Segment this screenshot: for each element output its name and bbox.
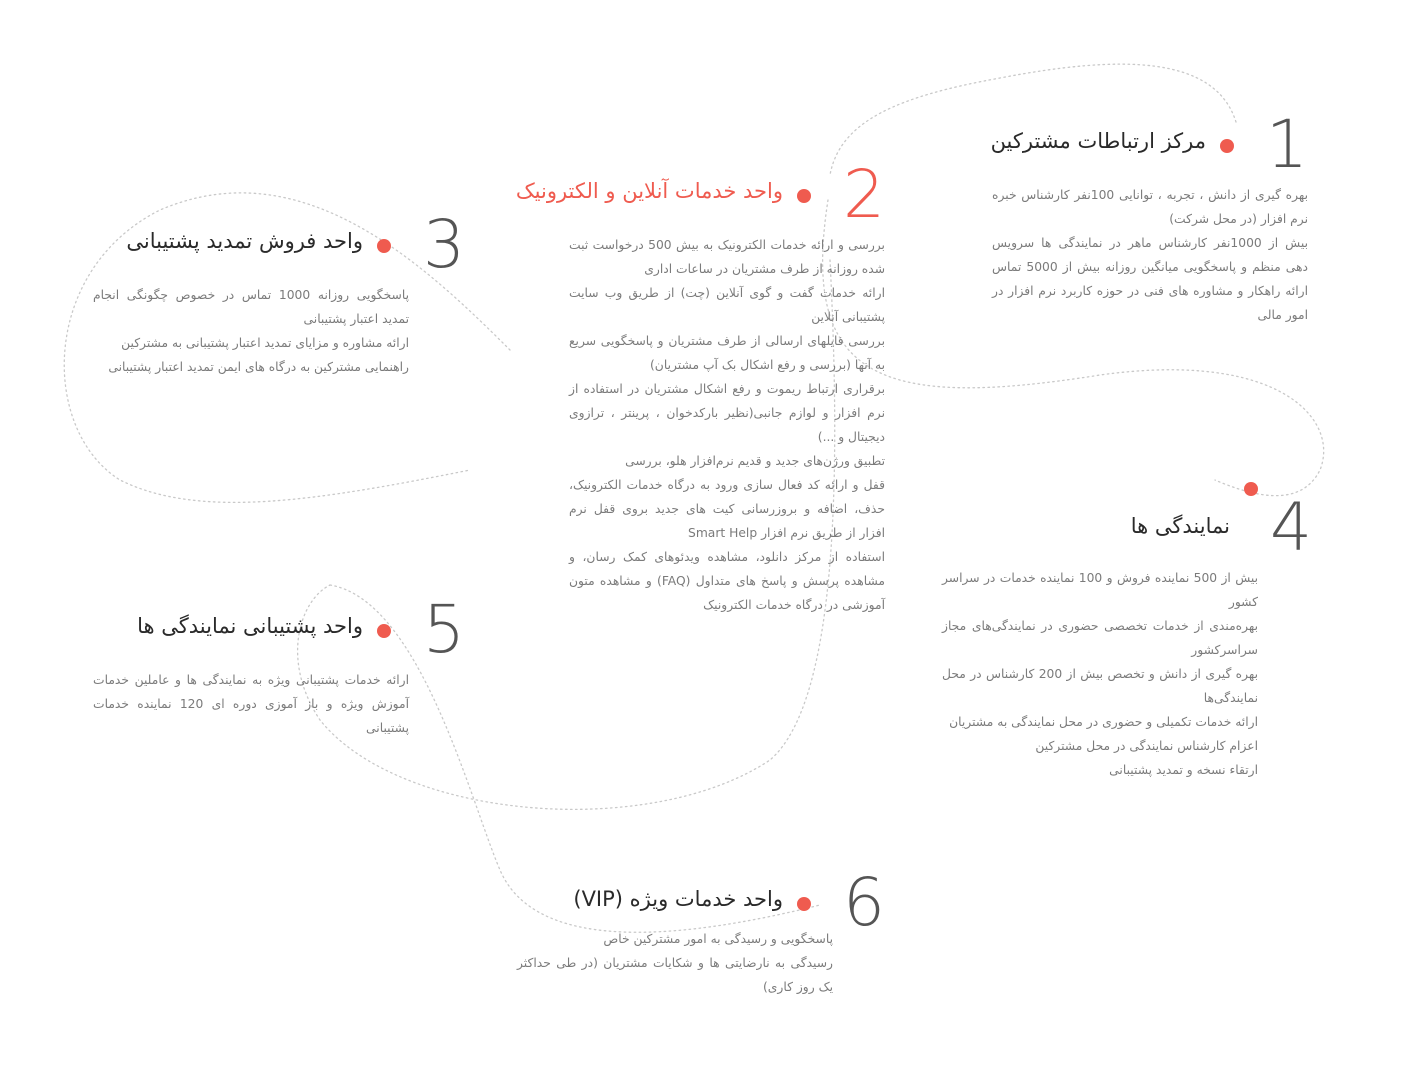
bullet-dot-icon — [1220, 139, 1234, 153]
section-title: مرکز ارتباطات مشترکین — [990, 129, 1206, 153]
section-header — [942, 489, 1312, 566]
section-body — [992, 183, 1308, 327]
section-title: واحد خدمات ویژه (VIP) — [573, 887, 783, 911]
section-5 — [93, 591, 465, 740]
body-line: بیش از 500 نماینده فروش و 100 نماینده خدمات در سراسر کشور — [942, 571, 1259, 609]
body-line: تطبیق ورژن‌های جدید و قدیم نرم‌افزار هلو، بررسی — [625, 454, 885, 468]
bullet-dot-icon — [797, 189, 811, 203]
body-line: قفل و ارائه کد فعال سازی ورود به درگاه خدمات الکترونیک، حذف، اضافه و بروزرسانی کیت های جدید بروی قفل نرم افزار از طریق نرم افزار Smart Help — [569, 478, 885, 540]
section-body — [569, 233, 885, 617]
section-number: 4 — [1270, 489, 1312, 566]
body-line: پاسخگویی روزانه 1000 تماس در خصوص چگونگی انجام تمدید اعتبار پشتیبانی — [93, 288, 409, 326]
body-line: بیش از 1000نفر کارشناس ماهر در نمایندگی ها سرویس دهی منظم و پاسخگویی میانگین روزانه بیش از 5000 تماس ارائه راهکار و مشاوره های فنی در حوزه کاربرد نرم افزار در امور مالی — [992, 236, 1308, 322]
body-line: ارائه خدمات پشتیبانی ویژه به نمایندگی ها و عاملین خدمات آموزش ویژه و باز آموزی دوره ای 120 نماینده خدمات پشتیبانی — [93, 673, 409, 735]
body-line: برقراری ارتباط ریموت و رفع اشکال مشتریان در استفاده از نرم افزار و لوازم جانبی(نظیر بارکدخوان ، پرینتر ، ترازوی دیجیتال و ...) — [569, 382, 885, 444]
body-line: ارائه خدمات تکمیلی و حضوری در محل نمایندگی به مشتریان — [949, 715, 1258, 729]
section-header — [942, 106, 1308, 183]
body-line: بررسی فایلهای ارسالی از طرف مشتریان و پاسخگویی سریع به آنها (بررسی و رفع اشکال بک آپ مشتریان) — [569, 334, 885, 372]
body-line: راهنمایی مشترکین به درگاه های ایمن تمدید اعتبار پشتیبانی — [108, 360, 409, 374]
section-header — [93, 591, 465, 668]
body-line: ارتقاء نسخه و تمدید پشتیبانی — [1109, 763, 1258, 777]
section-body — [942, 566, 1258, 782]
section-3 — [93, 206, 465, 379]
body-line: بهره گیری از دانش ، تجربه ، توانایی 100نفر کارشناس خبره نرم افزار (در محل شرکت) — [992, 188, 1308, 226]
section-body — [93, 668, 409, 740]
section-number: 1 — [1266, 106, 1308, 183]
section-6 — [517, 864, 885, 999]
section-title: واحد خدمات آنلاین و الکترونیک — [515, 179, 783, 203]
section-number: 6 — [843, 864, 885, 941]
body-line: ارائه مشاوره و مزایای تمدید اعتبار پشتیبانی به مشترکین — [121, 336, 409, 350]
section-title: واحد فروش تمدید پشتیبانی — [126, 229, 363, 253]
section-1 — [942, 106, 1308, 327]
section-2 — [515, 156, 885, 617]
section-number: 5 — [423, 591, 465, 668]
section-title: نمایندگی ها — [1130, 514, 1230, 538]
bullet-dot-icon — [797, 897, 811, 911]
bullet-dot-icon — [1244, 482, 1258, 496]
body-line: بهره‌مندی از خدمات تخصصی حضوری در نمایندگی‌های مجاز سراسرکشور — [942, 619, 1258, 657]
body-line: بهره گیری از دانش و تخصص بیش از 200 کارشناس در محل نمایندگی‌ها — [942, 667, 1258, 705]
body-line: اعزام کارشناس نمایندگی در محل مشترکین — [1035, 739, 1258, 753]
section-body — [517, 927, 833, 999]
body-line: رسیدگی به نارضایتی ها و شکایات مشتریان (در طی حداکثر یک روز کاری) — [517, 956, 833, 994]
section-4 — [942, 489, 1312, 782]
bullet-dot-icon — [377, 624, 391, 638]
section-title: واحد پشتیبانی نمایندگی ها — [137, 614, 363, 638]
section-header — [93, 206, 465, 283]
body-line: پاسخگویی و رسیدگی به امور مشترکین خاص — [603, 932, 833, 946]
section-header — [515, 156, 885, 233]
body-line: ارائه خدمات گفت و گوی آنلاین (چت) از طریق وب سایت پشتیبانی آنلاین — [569, 286, 885, 324]
body-line: بررسی و ارائه خدمات الکترونیک به بیش 500 درخواست ثبت شده روزانه از طرف مشتریان در ساعات اداری — [569, 238, 885, 276]
section-number: 3 — [423, 206, 465, 283]
section-body — [93, 283, 409, 379]
bullet-dot-icon — [377, 239, 391, 253]
body-line: استفاده از مرکز دانلود، مشاهده ویدئوهای کمک رسان، و مشاهده پرسش و پاسخ های متداول (FAQ) و مشاهده متون آموزشی در درگاه خدمات الکترونیک — [569, 550, 885, 612]
section-number: 2 — [843, 156, 885, 233]
